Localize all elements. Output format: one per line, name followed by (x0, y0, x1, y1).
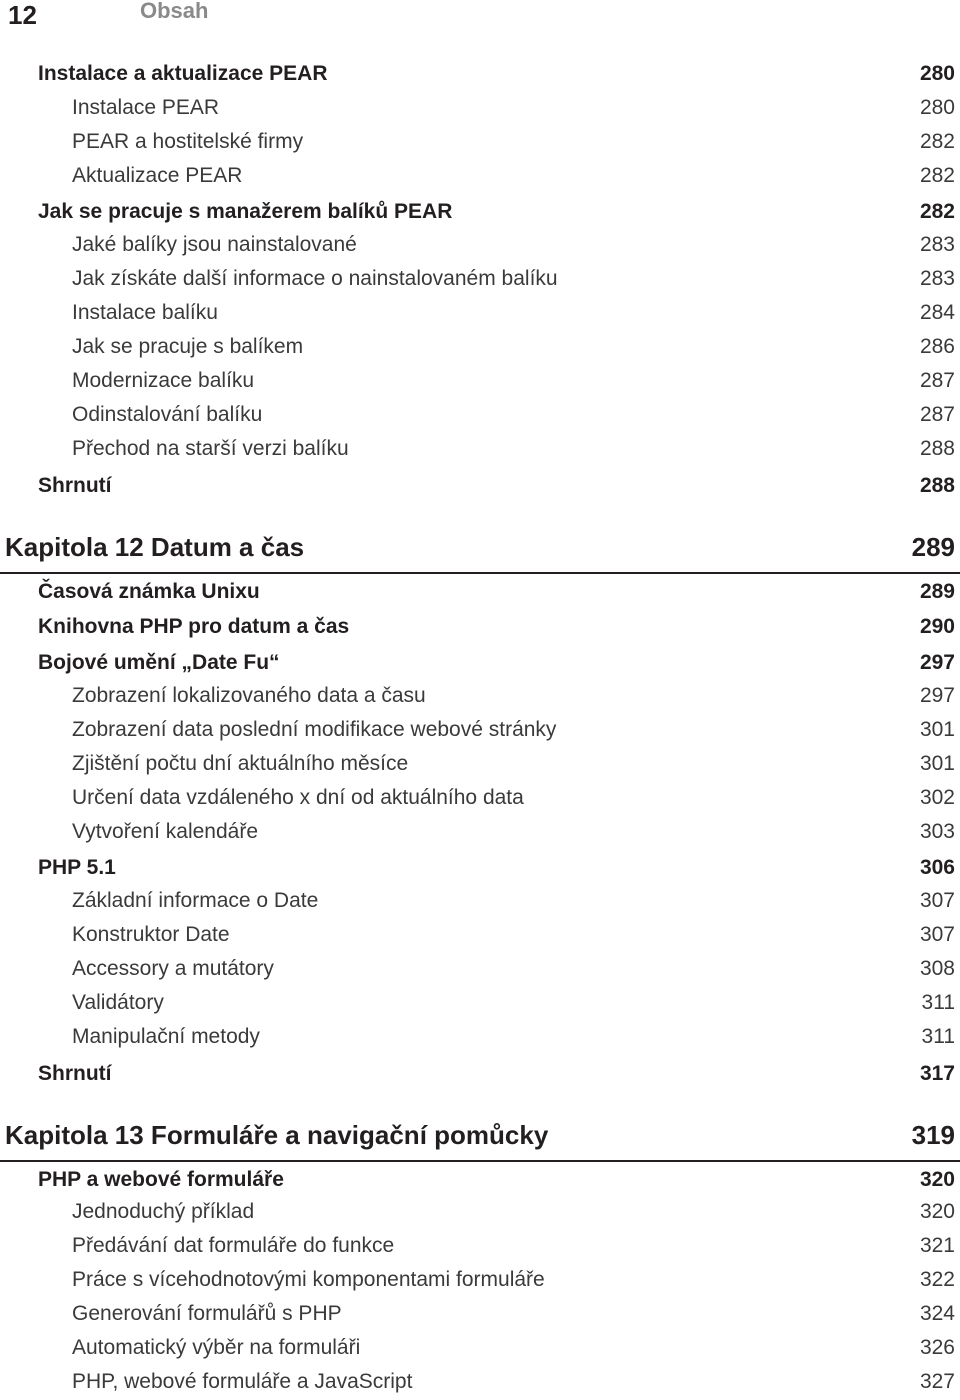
entry-title: Určení data vzdáleného x dní od aktuálního data (72, 786, 524, 809)
entry-title: Kapitola 13 Formuláře a navigační pomůcky (5, 1120, 549, 1150)
entry-title: Přechod na starší verzi balíku (72, 437, 349, 460)
entry-page-number: 286 (919, 335, 955, 358)
page-header (0, 0, 960, 40)
entry-title: Práce s vícehodnotovými komponentami formuláře (72, 1268, 545, 1291)
subsection-entry (0, 684, 960, 714)
subsection-entry (0, 233, 960, 263)
section-entry (0, 474, 960, 504)
section-entry (0, 856, 960, 886)
subsection-entry (0, 923, 960, 953)
section-entry (0, 580, 960, 610)
entry-title: Shrnutí (38, 474, 112, 497)
subsection-entry (0, 718, 960, 748)
subsection-entry (0, 1336, 960, 1366)
entry-title: Zobrazení data poslední modifikace webové stránky (72, 718, 557, 741)
subsection-entry (0, 335, 960, 365)
entry-title: Časová známka Unixu (38, 580, 260, 603)
entry-page-number: 322 (919, 1268, 955, 1291)
entry-title: Základní informace o Date (72, 889, 319, 912)
entry-title: Bojové umění „Date Fu“ (38, 651, 280, 674)
entry-page-number: 287 (919, 403, 955, 426)
entry-page-number: 290 (919, 615, 955, 638)
entry-title: PHP 5.1 (38, 856, 116, 879)
entry-title: PHP a webové formuláře (38, 1168, 284, 1191)
entry-page-number: 289 (919, 580, 955, 603)
section-entry (0, 651, 960, 681)
entry-page-number: 317 (919, 1062, 955, 1085)
entry-page-number: 307 (919, 889, 955, 912)
entry-page-number: 297 (919, 651, 955, 674)
subsection-entry (0, 267, 960, 297)
entry-title: Accessory a mutátory (72, 957, 274, 980)
entry-page-number: 282 (919, 164, 955, 187)
chapter-heading (0, 532, 960, 574)
entry-title: Shrnutí (38, 1062, 112, 1085)
entry-title: Validátory (72, 991, 164, 1014)
subsection-entry (0, 820, 960, 850)
subsection-entry (0, 1302, 960, 1332)
subsection-entry (0, 164, 960, 194)
entry-title: Předávání dat formuláře do funkce (72, 1234, 395, 1257)
entry-page-number: 306 (919, 856, 955, 879)
entry-page-number: 326 (919, 1336, 955, 1359)
entry-page-number: 297 (919, 684, 955, 707)
subsection-entry (0, 1025, 960, 1055)
entry-title: Knihovna PHP pro datum a čas (38, 615, 350, 638)
entry-title: Instalace balíku (72, 301, 218, 324)
entry-page-number: 282 (919, 200, 955, 223)
entry-page-number: 282 (919, 130, 955, 153)
entry-page-number: 288 (919, 474, 955, 497)
entry-title: Manipulační metody (72, 1025, 260, 1048)
page-number: 12 (8, 0, 37, 30)
entry-title: Odinstalování balíku (72, 403, 263, 426)
entry-page-number: 308 (919, 957, 955, 980)
subsection-entry (0, 1200, 960, 1230)
entry-page-number: 283 (919, 233, 955, 256)
subsection-entry (0, 1268, 960, 1298)
entry-title: Aktualizace PEAR (72, 164, 243, 187)
entry-page-number: 311 (921, 1025, 955, 1048)
section-entry (0, 62, 960, 92)
entry-page-number: 311 (921, 991, 955, 1014)
entry-title: Jak se pracuje s manažerem balíků PEAR (38, 200, 453, 223)
entry-page-number: 324 (919, 1302, 955, 1325)
entry-page-number: 321 (919, 1234, 955, 1257)
entry-page-number: 301 (919, 718, 955, 741)
section-entry (0, 200, 960, 230)
entry-page-number: 319 (911, 1120, 955, 1150)
subsection-entry (0, 369, 960, 399)
subsection-entry (0, 752, 960, 782)
entry-page-number: 288 (919, 437, 955, 460)
entry-title: PHP, webové formuláře a JavaScript (72, 1370, 413, 1393)
entry-title: Generování formulářů s PHP (72, 1302, 342, 1325)
entry-page-number: 287 (919, 369, 955, 392)
subsection-entry (0, 403, 960, 433)
entry-page-number: 320 (919, 1168, 955, 1191)
entry-title: Jak získáte další informace o nainstalovaném balíku (72, 267, 558, 290)
entry-title: Automatický výběr na formuláři (72, 1336, 361, 1359)
entry-page-number: 283 (919, 267, 955, 290)
entry-title: Vytvoření kalendáře (72, 820, 258, 843)
section-entry (0, 1062, 960, 1092)
entry-title: Jednoduchý příklad (72, 1200, 255, 1223)
entry-title: Instalace a aktualizace PEAR (38, 62, 328, 85)
subsection-entry (0, 437, 960, 467)
entry-title: Konstruktor Date (72, 923, 230, 946)
subsection-entry (0, 96, 960, 126)
subsection-entry (0, 957, 960, 987)
entry-title: PEAR a hostitelské firmy (72, 130, 304, 153)
subsection-entry (0, 991, 960, 1021)
entry-title: Kapitola 12 Datum a čas (5, 532, 305, 562)
subsection-entry (0, 130, 960, 160)
entry-page-number: 301 (919, 752, 955, 775)
entry-page-number: 280 (919, 96, 955, 119)
subsection-entry (0, 786, 960, 816)
subsection-entry (0, 301, 960, 331)
section-entry (0, 1168, 960, 1198)
entry-page-number: 320 (919, 1200, 955, 1223)
entry-title: Zjištění počtu dní aktuálního měsíce (72, 752, 409, 775)
entry-page-number: 307 (919, 923, 955, 946)
entry-page-number: 327 (919, 1370, 955, 1393)
running-title: Obsah (140, 0, 209, 23)
entry-page-number: 280 (919, 62, 955, 85)
section-entry (0, 615, 960, 645)
chapter-heading (0, 1120, 960, 1162)
subsection-entry (0, 1370, 960, 1400)
entry-page-number: 303 (919, 820, 955, 843)
entry-title: Instalace PEAR (72, 96, 220, 119)
subsection-entry (0, 889, 960, 919)
subsection-entry (0, 1234, 960, 1264)
entry-title: Zobrazení lokalizovaného data a času (72, 684, 426, 707)
entry-page-number: 284 (919, 301, 955, 324)
entry-title: Modernizace balíku (72, 369, 255, 392)
entry-title: Jak se pracuje s balíkem (72, 335, 304, 358)
entry-page-number: 302 (919, 786, 955, 809)
entry-title: Jaké balíky jsou nainstalované (72, 233, 357, 256)
entry-page-number: 289 (911, 532, 955, 562)
